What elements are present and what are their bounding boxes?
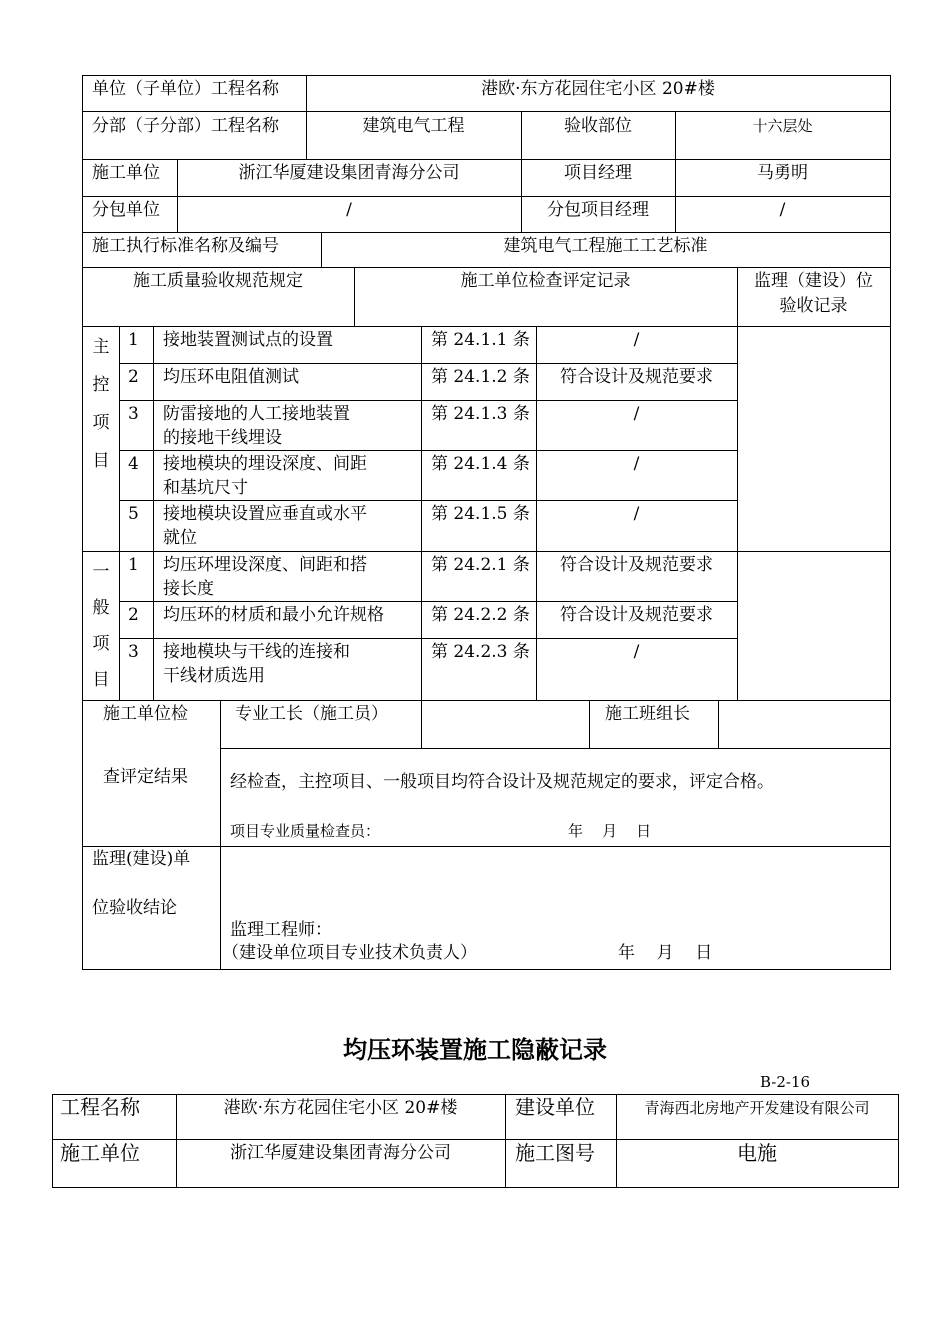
supervisor-date: 年 月 日: [618, 943, 713, 963]
drawing-value: 电施: [737, 1141, 777, 1165]
sub-project-label: 分部（子分部）工程名称: [92, 116, 279, 136]
item-clause: 第 24.1.4 条: [431, 454, 530, 474]
item-result: /: [633, 404, 640, 424]
contractor-value: 浙江华厦建设集团青海分公司: [238, 163, 460, 183]
item-no: 1: [128, 330, 139, 350]
project-manager-label: 项目经理: [564, 163, 632, 183]
sub-pm-value: /: [779, 200, 786, 220]
owner-tech-label: （建设单位项目专业技术负责人）: [222, 943, 477, 963]
item-text-2: 和基坑尺寸: [163, 478, 248, 498]
main-items-label-3: 目: [92, 451, 110, 471]
drawing-label: 施工图号: [515, 1141, 595, 1165]
check-header: 施工单位检查评定记录: [460, 271, 631, 291]
main-items-label-2: 项: [92, 413, 110, 433]
inspection-part-label: 验收部位: [564, 116, 632, 136]
item-text-2: 就位: [163, 528, 197, 548]
supervisor-header-2: 验收记录: [779, 296, 848, 316]
item-no: 2: [128, 367, 139, 387]
item-no: 1: [128, 555, 139, 575]
item-text: 均压环埋设深度、间距和搭: [163, 555, 367, 575]
main-items-label-1: 控: [92, 375, 110, 395]
owner-label: 建设单位: [515, 1095, 595, 1119]
foreman-label: 专业工长（施工员）: [235, 704, 388, 724]
item-result: /: [633, 642, 640, 662]
contractor-label: 施工单位: [92, 163, 160, 183]
main-items-label-0: 主: [92, 337, 110, 357]
item-text-2: 接长度: [163, 579, 214, 599]
item-clause: 第 24.1.2 条: [431, 367, 530, 387]
item-result: 符合设计及规范要求: [560, 555, 713, 575]
unit-project-value: 港欧·东方花园住宅小区 20#楼: [481, 79, 715, 99]
project-manager-value: 马勇明: [757, 163, 808, 183]
team-leader-label: 施工班组长: [605, 704, 690, 724]
general-items-label-2: 项: [92, 634, 110, 654]
contractor-value-2: 浙江华厦建设集团青海分公司: [230, 1143, 451, 1163]
item-text: 接地模块与干线的连接和: [163, 642, 350, 662]
sub-pm-label: 分包项目经理: [547, 200, 649, 220]
item-text: 接地模块设置应垂直或水平: [163, 504, 367, 524]
item-no: 4: [128, 454, 139, 474]
spec-header: 施工质量验收规范规定: [133, 271, 303, 291]
supervisor-header-1: 监理（建设）位: [754, 271, 873, 291]
item-result: /: [633, 504, 640, 524]
item-no: 3: [128, 404, 139, 424]
item-text-2: 的接地干线埋设: [163, 428, 282, 448]
item-clause: 第 24.1.5 条: [431, 504, 530, 524]
contractor-check-label-1: 施工单位检: [103, 704, 188, 724]
item-clause: 第 24.2.2 条: [431, 605, 530, 625]
general-items-label-3: 目: [92, 670, 110, 690]
unit-project-label: 单位（子单位）工程名称: [92, 79, 279, 99]
standard-value: 建筑电气工程施工工艺标准: [503, 236, 708, 256]
quality-inspector-label: 项目专业质量检查员：: [230, 822, 381, 840]
contractor-check-label-2: 查评定结果: [103, 767, 188, 787]
project-name-label: 工程名称: [60, 1095, 140, 1119]
item-text: 接地装置测试点的设置: [163, 330, 333, 350]
owner-value: 青海西北房地产开发建设有限公司: [644, 1099, 870, 1117]
item-clause: 第 24.2.1 条: [431, 555, 530, 575]
check-conclusion: 经检查，主控项目、一般项目均符合设计及规范规定的要求，评定合格。: [230, 772, 774, 792]
subcontractor-label: 分包单位: [92, 200, 160, 220]
item-text-2: 干线材质选用: [163, 666, 265, 686]
inspection-part-value: 十六层处: [752, 117, 813, 135]
form-code: B-2-16: [760, 1073, 811, 1091]
record-title: 均压环装置施工隐蔽记录: [343, 1036, 607, 1064]
item-text: 防雷接地的人工接地装置: [163, 404, 350, 424]
item-text: 均压环电阻值测试: [163, 367, 299, 387]
item-no: 3: [128, 642, 139, 662]
item-result: /: [633, 454, 640, 474]
item-text: 接地模块的埋设深度、间距: [163, 454, 367, 474]
project-name-value: 港欧·东方花园住宅小区 20#楼: [223, 1098, 458, 1118]
item-result: 符合设计及规范要求: [560, 605, 713, 625]
supervisor-label-2: 位验收结论: [92, 898, 177, 918]
item-text: 均压环的材质和最小允许规格: [163, 605, 384, 625]
subcontractor-value: /: [346, 200, 352, 220]
item-no: 2: [128, 605, 139, 625]
sub-project-value: 建筑电气工程: [362, 116, 465, 136]
item-clause: 第 24.1.3 条: [431, 404, 530, 424]
item-result: /: [633, 330, 640, 350]
inspection-date: 年 月 日: [568, 822, 652, 840]
general-items-label-1: 般: [92, 598, 110, 618]
item-clause: 第 24.1.1 条: [431, 330, 530, 350]
item-clause: 第 24.2.3 条: [431, 642, 530, 662]
item-result: 符合设计及规范要求: [560, 367, 713, 387]
general-items-label-0: 一: [92, 562, 110, 582]
item-no: 5: [128, 504, 139, 524]
supervisor-engineer-label: 监理工程师：: [230, 920, 332, 940]
supervisor-label-1: 监理(建设)单: [92, 849, 191, 869]
standard-label: 施工执行标准名称及编号: [92, 236, 279, 256]
contractor-label-2: 施工单位: [60, 1141, 140, 1165]
